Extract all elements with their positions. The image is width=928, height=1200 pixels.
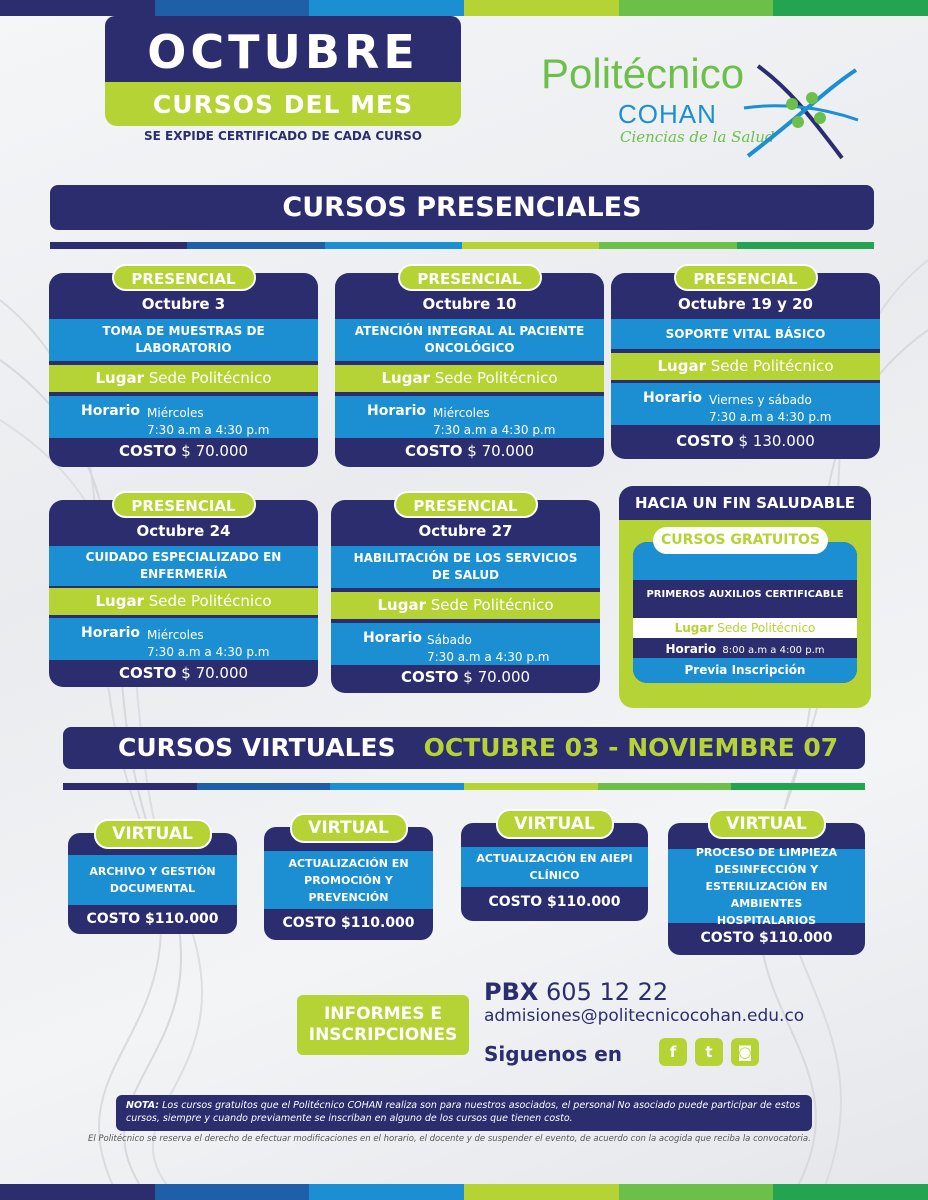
horario-days: Sábado xyxy=(427,633,472,647)
virtual-course-cost: COSTO $110.000 xyxy=(282,915,415,931)
cost-label: COSTO xyxy=(118,664,177,682)
logo-title: Politécnico xyxy=(541,50,745,97)
free-courses-tag: CURSOS GRATUITOS xyxy=(653,527,828,554)
lugar-value: Sede Politécnico xyxy=(148,592,272,610)
horario-hours: 7:30 a.m a 4:30 p.m xyxy=(147,645,270,659)
course-name: SOPORTE VITAL BÁSICO xyxy=(611,319,880,349)
virtual-course-name: ACTUALIZACIÓN EN PROMOCIÓN Y PREVENCIÓN xyxy=(264,851,433,909)
horario-hours: 7:30 a.m a 4:30 p.m xyxy=(147,423,270,437)
info-inscription-box: INFORMES E INSCRIPCIONES xyxy=(297,995,469,1055)
virtual-course-name: PROCESO DE LIMPIEZA DESINFECCIÓN Y ESTERILIZACIÓN EN AMBIENTES HOSPITALARIOS xyxy=(668,849,865,923)
twitter-icon[interactable]: t xyxy=(695,1038,723,1066)
presencial-tag: PRESENCIAL xyxy=(398,264,542,291)
follow-us-label: Siguenos en xyxy=(484,1042,623,1066)
presencial-card-4[interactable] xyxy=(49,497,318,687)
course-horario xyxy=(335,396,604,438)
lugar-label: Lugar xyxy=(95,592,144,610)
course-name: ATENCIÓN INTEGRAL AL PACIENTE ONCOLÓGICO xyxy=(335,319,604,361)
virtual-course-name: ARCHIVO Y GESTIÓN DOCUMENTAL xyxy=(68,855,237,905)
horario-hours: 7:30 a.m a 4:30 p.m xyxy=(433,423,556,437)
virtual-card-2[interactable] xyxy=(264,818,433,940)
horario-label: Horario xyxy=(81,403,141,419)
course-horario xyxy=(331,623,600,665)
virtual-tag: VIRTUAL xyxy=(94,819,212,849)
horario-label: Horario xyxy=(363,630,423,646)
course-horario xyxy=(49,618,318,660)
virtual-course-cost: COSTO $110.000 xyxy=(488,894,621,910)
free-lugar-value: Sede Politécnico xyxy=(717,621,816,635)
course-name: HABILITACIÓN DE LOS SERVICIOS DE SALUD xyxy=(331,546,600,588)
presencial-tag: PRESENCIAL xyxy=(394,491,538,518)
free-courses-card[interactable] xyxy=(619,486,871,708)
horario-hours: 7:30 a.m a 4:30 p.m xyxy=(427,650,550,664)
virtual-course-name: ACTUALIZACIÓN EN AIEPI CLÍNICO xyxy=(461,847,648,887)
horario-hours: 7:30 a.m a 4:30 p.m xyxy=(709,410,832,424)
virtual-tag: VIRTUAL xyxy=(708,809,826,839)
pbx-number: 605 12 22 xyxy=(546,978,669,1006)
free-course-previa: Previa Inscripción xyxy=(633,658,857,683)
bottom-color-stripe xyxy=(0,1184,928,1200)
course-horario xyxy=(611,383,880,425)
course-date: Octubre 10 xyxy=(422,295,517,313)
note-label: NOTA: xyxy=(126,1100,160,1111)
disclaimer-text: El Politécnico se reserva el derecho de efectuar modificaciones en el horario, el docente y de suspender el evento, de acuerdo con la acogida que reciba la convocatoria. xyxy=(88,1134,811,1144)
presencial-tag: PRESENCIAL xyxy=(674,264,818,291)
virtual-courses-dates: OCTUBRE 03 - NOVIEMBRE 07 xyxy=(423,733,839,762)
pbx-label: PBX xyxy=(484,978,539,1006)
certificate-note: SE EXPIDE CERTIFICADO DE CADA CURSO xyxy=(143,129,422,143)
pbx-phone[interactable] xyxy=(484,978,668,1006)
instagram-icon[interactable]: ◙ xyxy=(731,1038,759,1066)
facebook-icon[interactable]: f xyxy=(659,1038,687,1066)
virtual-course-cost: COSTO $110.000 xyxy=(86,911,219,927)
virtual-course-cost: COSTO $110.000 xyxy=(700,930,833,946)
course-name: CUIDADO ESPECIALIZADO EN ENFERMERÍA xyxy=(49,546,318,586)
course-date: Octubre 24 xyxy=(136,522,231,540)
presencial-tag: PRESENCIAL xyxy=(112,491,256,518)
cost-value: $ 130.000 xyxy=(738,432,815,450)
free-lugar-label: Lugar xyxy=(674,621,714,635)
contact-email-link[interactable]: admisiones@politecnicocohan.edu.co xyxy=(484,1006,805,1026)
cost-value: $ 70.000 xyxy=(181,664,249,682)
course-date: Octubre 19 y 20 xyxy=(678,295,813,313)
lugar-label: Lugar xyxy=(381,369,430,387)
lugar-value: Sede Politécnico xyxy=(710,357,834,375)
virtual-card-1[interactable] xyxy=(68,824,237,934)
course-lugar-row xyxy=(611,353,880,380)
horario-days: Viernes y sábado xyxy=(709,393,812,407)
cost-label: COSTO xyxy=(400,668,459,686)
virtual-courses-banner xyxy=(63,727,865,769)
presencial-card-3[interactable] xyxy=(611,270,880,459)
free-courses-title: HACIA UN FIN SALUDABLE xyxy=(619,486,871,520)
course-horario xyxy=(49,396,318,438)
note-box xyxy=(116,1095,812,1131)
free-course-lugar-row xyxy=(633,618,857,638)
course-lugar-row xyxy=(335,365,604,392)
horario-label: Horario xyxy=(81,625,141,641)
lugar-label: Lugar xyxy=(95,369,144,387)
free-horario-value: 8:00 a.m a 4:00 p.m xyxy=(722,645,825,656)
horario-label: Horario xyxy=(367,403,427,419)
free-course-name: PRIMEROS AUXILIOS CERTIFICABLE xyxy=(633,582,857,608)
course-date: Octubre 3 xyxy=(141,295,226,313)
presencial-separator xyxy=(50,242,874,249)
course-cost xyxy=(335,442,604,460)
course-lugar-row xyxy=(49,588,318,615)
presencial-card-1[interactable] xyxy=(49,270,318,467)
cost-label: COSTO xyxy=(676,432,734,450)
course-name: TOMA DE MUESTRAS DE LABORATORIO xyxy=(49,319,318,361)
top-color-stripe xyxy=(0,0,928,16)
virtual-tag: VIRTUAL xyxy=(496,809,614,839)
cost-label: COSTO xyxy=(404,442,463,460)
course-cost xyxy=(49,442,318,460)
virtual-separator xyxy=(63,783,865,790)
free-course-horario-row xyxy=(633,640,857,658)
presencial-tag: PRESENCIAL xyxy=(112,264,256,291)
free-horario-label: Horario xyxy=(665,642,717,656)
logo-cohan: COHAN xyxy=(618,99,717,129)
lugar-value: Sede Politécnico xyxy=(430,596,554,614)
course-lugar-row xyxy=(331,592,600,619)
presencial-card-2[interactable] xyxy=(335,270,604,467)
horario-days: Miércoles xyxy=(147,628,204,642)
cost-value: $ 70.000 xyxy=(181,442,249,460)
horario-days: Miércoles xyxy=(433,406,490,420)
horario-days: Miércoles xyxy=(147,406,204,420)
logo-tagline: Ciencias de la Salud xyxy=(620,128,775,146)
course-date: Octubre 27 xyxy=(418,522,513,540)
course-cost xyxy=(49,664,318,682)
virtual-card-4[interactable] xyxy=(668,814,865,955)
course-cost xyxy=(611,432,880,450)
cost-value: $ 70.000 xyxy=(467,442,535,460)
cost-value: $ 70.000 xyxy=(463,668,531,686)
logo-mark-icon xyxy=(738,58,862,168)
note-text: Los cursos gratuitos que el Politécnico COHAN realiza son para nuestros asociados, el personal No asociado puede participar de estos cursos, siempre y cuando previamente se inscriban en alguno de los cursos que tienen costo. xyxy=(126,1100,801,1124)
course-cost xyxy=(331,668,600,686)
course-lugar-row xyxy=(49,365,318,392)
horario-label: Horario xyxy=(643,390,703,406)
presencial-courses-banner: CURSOS PRESENCIALES xyxy=(50,185,874,230)
month-title: OCTUBRE xyxy=(105,16,461,88)
virtual-card-3[interactable] xyxy=(461,814,648,921)
virtual-tag: VIRTUAL xyxy=(290,813,408,843)
virtual-courses-title: CURSOS VIRTUALES xyxy=(118,733,396,762)
lugar-value: Sede Politécnico xyxy=(434,369,558,387)
presencial-card-5[interactable] xyxy=(331,497,600,693)
lugar-label: Lugar xyxy=(377,596,426,614)
cost-label: COSTO xyxy=(118,442,177,460)
courses-of-month-title: CURSOS DEL MES xyxy=(105,82,461,126)
lugar-value: Sede Politécnico xyxy=(148,369,272,387)
lugar-label: Lugar xyxy=(657,357,706,375)
